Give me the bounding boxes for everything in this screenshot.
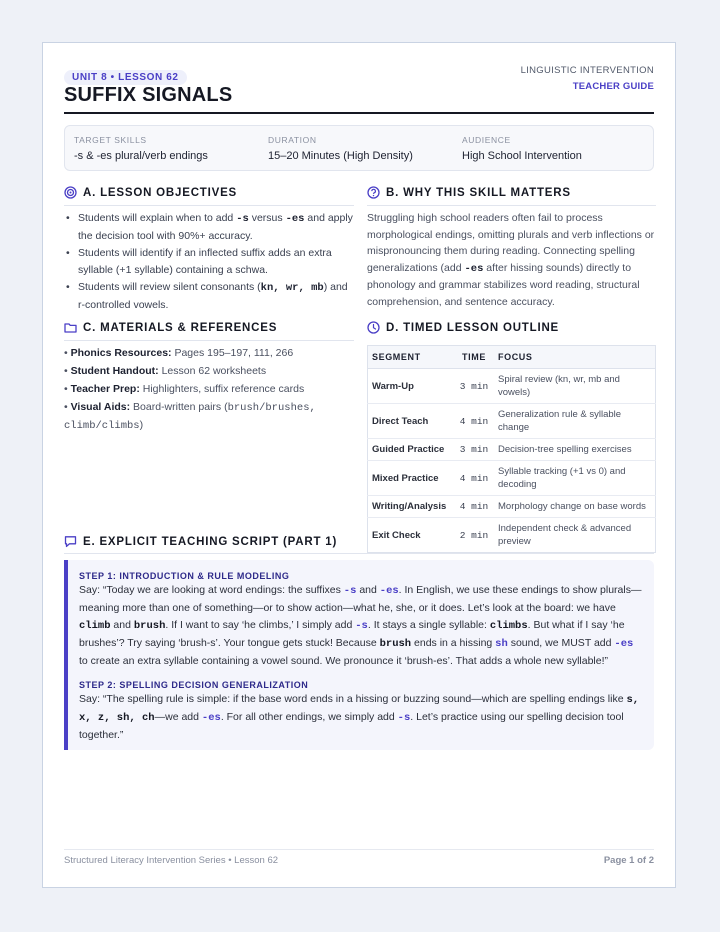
header-divider: [64, 112, 654, 114]
series-label: LINGUISTIC INTERVENTION: [520, 65, 654, 76]
cell-focus: Spiral review (kn, wr, mb and vowels): [494, 369, 656, 404]
cell-focus: Decision-tree spelling exercises: [494, 439, 656, 461]
step-2-body: Say: “The spelling rule is simple: if the base word ends in a hissing or buzzing sound—which are spelling endings like s, x, z, sh, ch—we add -es. For all other endings, we simply add -s. Let’s practice using our spelling decision tool together.”: [79, 693, 640, 741]
section-heading-text: B. WHY THIS SKILL MATTERS: [386, 186, 571, 199]
chat-bubble-icon: [64, 535, 77, 548]
info-target-skills: [74, 135, 208, 162]
section-divider: [64, 205, 354, 206]
cell-focus: Generalization rule & syllable change: [494, 404, 656, 439]
cell-time: 4 min: [454, 496, 494, 518]
cell-segment: Warm-Up: [368, 369, 455, 404]
unit-lesson-tag: UNIT 8 • LESSON 62: [64, 70, 187, 85]
cell-focus: Syllable tracking (+1 vs 0) and decoding: [494, 461, 656, 496]
section-heading-text: C. MATERIALS & REFERENCES: [83, 321, 278, 334]
table-row: [368, 369, 656, 404]
table-row: [368, 439, 656, 461]
guide-label: TEACHER GUIDE: [572, 81, 654, 92]
cell-segment: Exit Check: [372, 529, 421, 541]
objectives-list: [64, 210, 354, 314]
list-item: • Phonics Resources: Pages 195–197, 111, 266: [64, 347, 294, 359]
section-heading-text: A. LESSON OBJECTIVES: [83, 186, 238, 199]
list-item: • Visual Aids: Board-written pairs (brush/brushes, climb/climbs): [64, 401, 316, 432]
teaching-script-box: [64, 560, 654, 750]
section-divider: [64, 553, 654, 554]
info-duration: [268, 135, 413, 162]
step-1-body: Say: “Today we are looking at word endings: the suffixes -s and -es. In English, we use these endings to show plurals—meaning more than one of something—or to show action—what he, she, or it does. Let’s look at the board: we have climb and brush. If I want to say ‘he climbs,’ I simply add -s. It stays a single syllable: climbs. But what if I say ‘he brushes’? Try saying ‘brush-s’. Your tongue gets stuck! Because brush ends in a hissing sh sound, we MUST add -es to create an extra syllable containing a vowel sound. We pronounce it ‘brush-es’. That adds a whole new syllable!”: [79, 584, 642, 667]
page-number: Page 1 of 2: [603, 855, 654, 866]
info-value: 15–20 Minutes (High Density): [268, 150, 413, 162]
timed-outline-table: [367, 345, 656, 553]
section-heading-materials: [64, 321, 277, 334]
cell-focus: Morphology change on base words: [494, 496, 656, 518]
column-header: SEGMENT: [368, 346, 455, 369]
document-page: [42, 42, 676, 888]
table-header-row: [368, 346, 656, 369]
section-heading-why: [367, 186, 571, 199]
info-label: TARGET SKILLS: [74, 135, 147, 145]
cell-time: 3 min: [454, 369, 494, 404]
cell-segment: Direct Teach: [368, 404, 455, 439]
column-header: FOCUS: [494, 346, 656, 369]
list-item: • Students will identify if an inflected suffix adds an extra syllable (+1 syllable) containing a schwa.: [64, 245, 354, 278]
target-icon: [64, 186, 77, 199]
column-header: TIME: [454, 346, 494, 369]
cell-time: 3 min: [454, 439, 494, 461]
table-row: [368, 518, 656, 553]
why-paragraph: Struggling high school readers often fail to process morphological endings, omitting plurals and verb inflections or mispronouncing them during reading. Connecting spelling generalizations (add -es after hissing sounds) directly to phonology and grammar stabilizes word reading, structural comprehension, and sentence accuracy.: [367, 212, 655, 308]
section-heading-objectives: [64, 186, 237, 199]
cell-focus: Independent check & advanced preview: [498, 523, 632, 547]
folder-icon: [64, 321, 77, 334]
table-row: [368, 461, 656, 496]
question-circle-icon: [367, 186, 380, 199]
cell-time: 4 min: [454, 461, 494, 496]
info-value: -s & -es plural/verb endings: [74, 150, 208, 162]
section-heading-outline: [367, 321, 559, 334]
step-1-title: STEP 1: INTRODUCTION & RULE MODELING: [79, 571, 290, 581]
cell-segment: Mixed Practice: [368, 461, 455, 496]
section-heading-text: E. EXPLICIT TEACHING SCRIPT (PART 1): [83, 535, 338, 548]
info-audience: [462, 135, 582, 162]
section-divider: [367, 205, 656, 206]
footer-divider: [64, 849, 654, 850]
section-heading-script: [64, 535, 337, 548]
cell-time: 2 min: [459, 529, 489, 541]
cell-segment: Guided Practice: [368, 439, 455, 461]
list-item: • Students will review silent consonants (kn, wr, mb) and r-controlled vowels.: [64, 279, 354, 313]
cell-segment: Writing/Analysis: [368, 496, 455, 518]
info-label: AUDIENCE: [462, 135, 511, 145]
step-2-title: STEP 2: SPELLING DECISION GENERALIZATION: [79, 680, 309, 690]
list-item: • Teacher Prep: Highlighters, suffix reference cards: [64, 383, 305, 395]
table-row: [368, 404, 656, 439]
info-value: High School Intervention: [462, 150, 582, 162]
page-title: SUFFIX SIGNALS: [64, 84, 233, 106]
section-divider: [64, 340, 354, 341]
page-content: [64, 65, 654, 887]
list-item: • Students will explain when to add -s versus -es and apply the decision tool with 90%+ accuracy.: [64, 210, 354, 244]
table-row: [368, 496, 656, 518]
info-label: DURATION: [268, 135, 317, 145]
section-heading-text: D. TIMED LESSON OUTLINE: [386, 321, 560, 334]
footer-series: Structured Literacy Intervention Series • Lesson 62: [64, 855, 279, 866]
cell-time: 4 min: [454, 404, 494, 439]
list-item: • Student Handout: Lesson 62 worksheets: [64, 365, 267, 377]
clock-icon: [367, 321, 380, 334]
lesson-info-box: [64, 125, 654, 171]
materials-list: [64, 345, 354, 436]
